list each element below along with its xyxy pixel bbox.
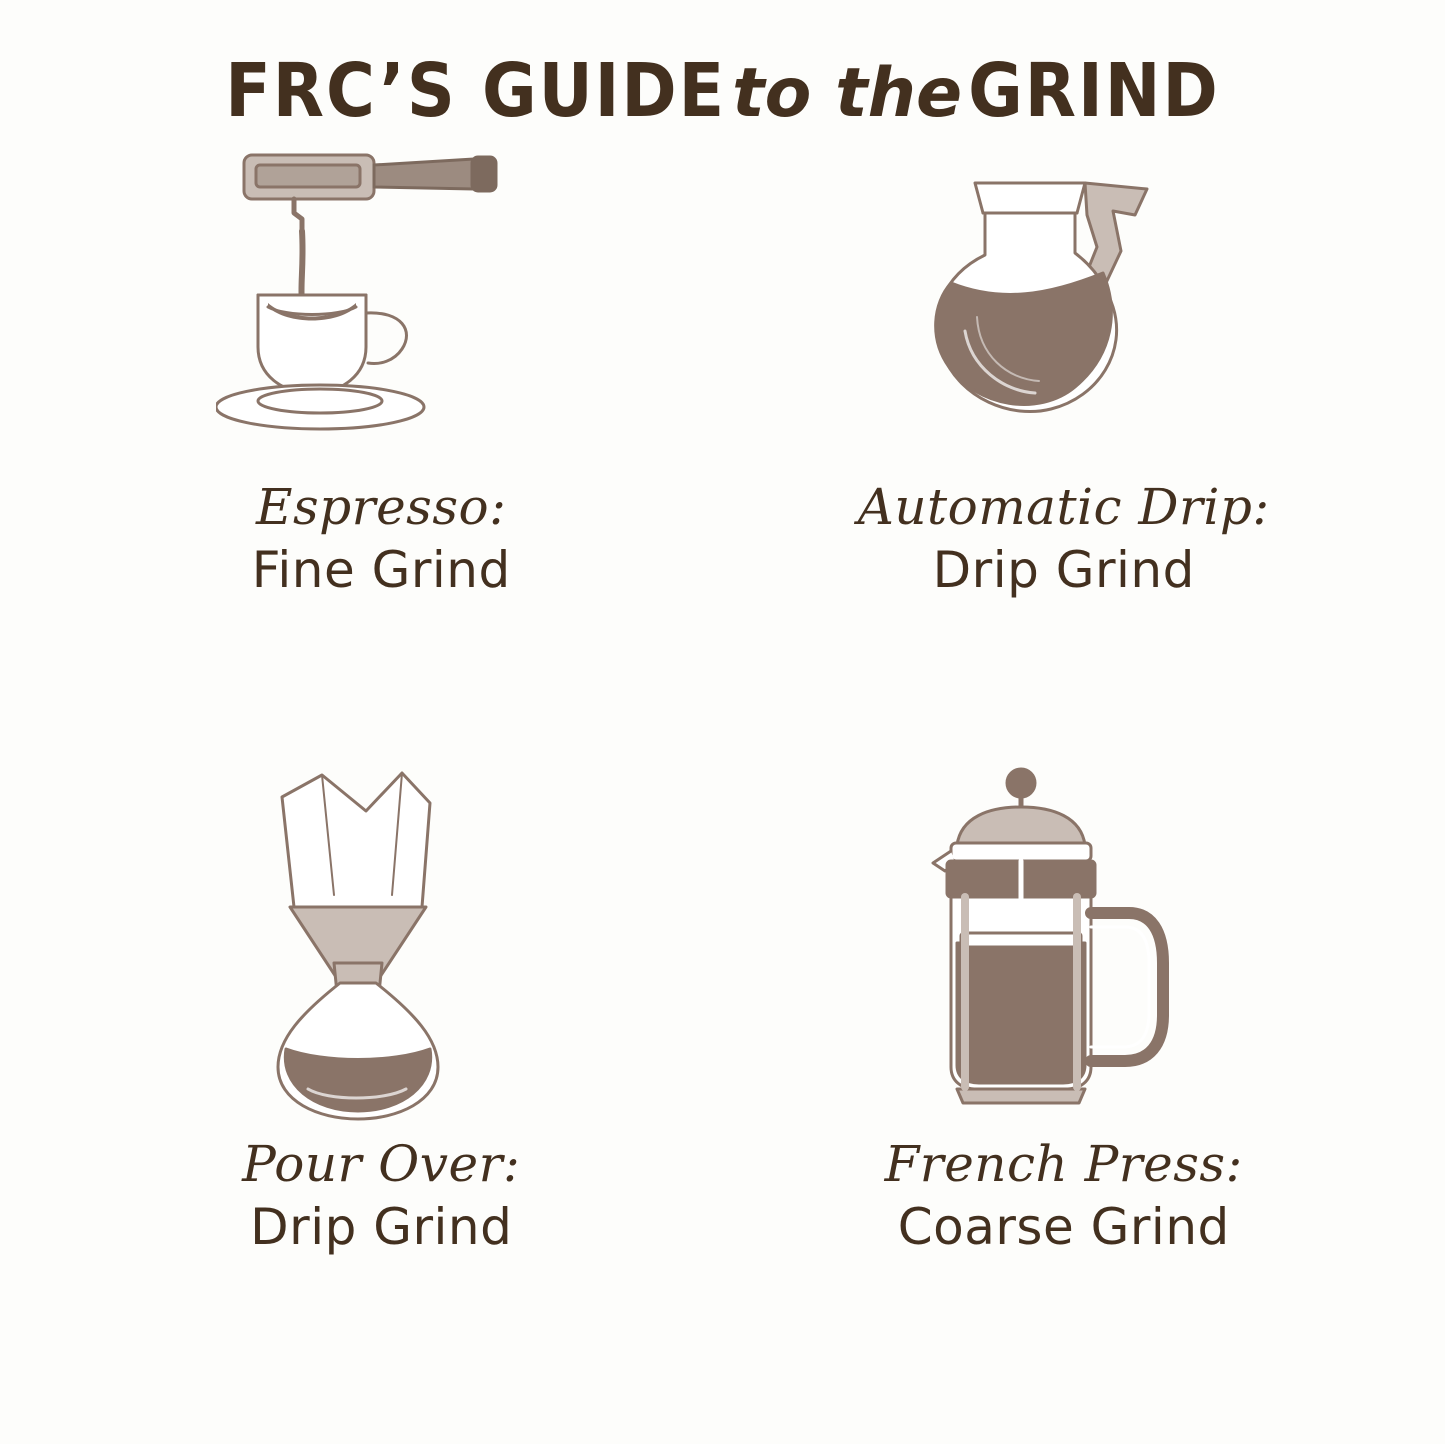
pour-over-caption xyxy=(242,1135,520,1257)
method-card-automatic-drip xyxy=(723,130,1406,767)
pour-over-method-label: Pour Over: xyxy=(242,1135,521,1193)
pour-over-grind-label: Drip Grind xyxy=(250,1198,513,1256)
french-press-caption xyxy=(885,1135,1243,1257)
title-part-2: to the xyxy=(732,54,963,133)
page-title xyxy=(0,0,1445,134)
espresso-method-label: Espresso: xyxy=(256,478,507,536)
french-press-method-label: French Press: xyxy=(884,1135,1243,1193)
espresso-caption xyxy=(252,478,511,600)
pour-over-illustration xyxy=(216,767,546,1127)
espresso-grind-label: Fine Grind xyxy=(251,541,511,599)
pour-over-chemex-icon xyxy=(216,767,546,1127)
espresso-illustration xyxy=(216,130,546,460)
automatic-drip-caption xyxy=(858,478,1270,600)
automatic-drip-grind-label: Drip Grind xyxy=(932,541,1195,599)
french-press-illustration xyxy=(899,767,1229,1127)
automatic-drip-method-label: Automatic Drip: xyxy=(857,478,1270,536)
method-card-french-press xyxy=(723,767,1406,1404)
method-card-espresso xyxy=(40,130,723,767)
method-card-pour-over xyxy=(40,767,723,1404)
title-part-1: FRC’S GUIDE xyxy=(225,48,727,134)
methods-grid xyxy=(0,120,1445,1444)
automatic-drip-carafe-icon xyxy=(899,135,1229,455)
espresso-machine-portafilter-cup-icon xyxy=(216,135,546,455)
french-press-grind-label: Coarse Grind xyxy=(897,1198,1230,1256)
french-press-icon xyxy=(899,767,1229,1127)
automatic-drip-illustration xyxy=(899,130,1229,460)
title-part-3: GRIND xyxy=(968,48,1220,134)
